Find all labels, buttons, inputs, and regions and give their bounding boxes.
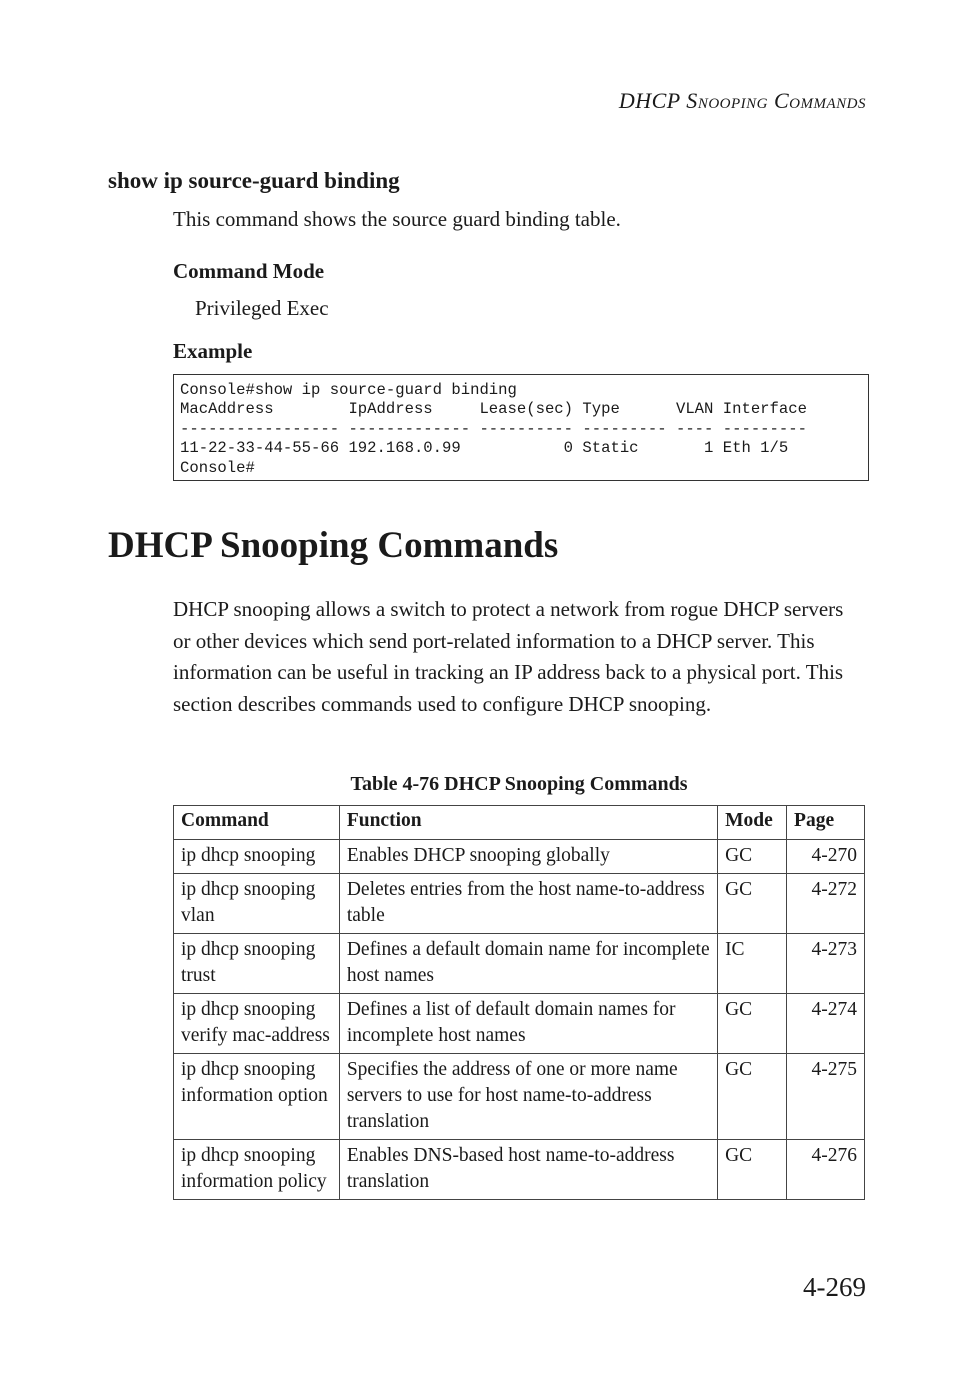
cell-command: ip dhcp snooping information policy: [174, 1140, 340, 1200]
section-title: DHCP Snooping Commands: [108, 525, 559, 566]
command-mode-heading: Command Mode: [173, 259, 325, 283]
commands-table: [173, 805, 865, 1200]
column-header-mode: Mode: [718, 806, 787, 840]
cell-mode: IC: [718, 934, 787, 994]
code-line: Console#show ip source-guard binding: [180, 381, 517, 399]
cell-mode: GC: [718, 840, 787, 874]
cell-function: Defines a default domain name for incomplete host names: [339, 934, 717, 994]
command-mode-value: Privileged Exec: [195, 296, 329, 320]
table-row: [174, 874, 865, 934]
section-intro: DHCP snooping allows a switch to protect a network from rogue DHCP servers or other devices which send port-related information to a DHCP server. This information can be useful in tracking an IP address back to a physical port. This section describes commands used to configure DHCP snooping.: [173, 597, 844, 716]
cell-function: Enables DHCP snooping globally: [339, 840, 717, 874]
example-heading: Example: [173, 339, 253, 363]
column-header-command: Command: [174, 806, 340, 840]
cell-page: 4-275: [787, 1054, 865, 1140]
cell-page: 4-274: [787, 994, 865, 1054]
cell-function: Defines a list of default domain names for incomplete host names: [339, 994, 717, 1054]
cell-page: 4-273: [787, 934, 865, 994]
cell-mode: GC: [718, 874, 787, 934]
cell-function: Enables DNS-based host name-to-address translation: [339, 1140, 717, 1200]
running-header-part: DHCP S: [618, 88, 698, 113]
cell-page: 4-272: [787, 874, 865, 934]
cell-function: Specifies the address of one or more name servers to use for host name-to-address translation: [339, 1054, 717, 1140]
command-description: This command shows the source guard binding table.: [173, 207, 621, 231]
table-header-row: [174, 806, 865, 840]
table-row: [174, 1140, 865, 1200]
column-header-function: Function: [339, 806, 717, 840]
cell-function: Deletes entries from the host name-to-address table: [339, 874, 717, 934]
cell-page: 4-270: [787, 840, 865, 874]
table-row: [174, 934, 865, 994]
cell-mode: GC: [718, 1054, 787, 1140]
table-row: [174, 1054, 865, 1140]
code-line: MacAddress IpAddress Lease(sec) Type VLAN Interface: [180, 400, 807, 419]
running-header: [619, 88, 866, 114]
running-header-part: OMMANDS: [789, 96, 866, 112]
table-row: [174, 994, 865, 1054]
cell-mode: GC: [718, 994, 787, 1054]
cell-command: ip dhcp snooping trust: [174, 934, 340, 994]
page-number: 4-269: [803, 1272, 866, 1302]
cell-command: ip dhcp snooping: [174, 840, 340, 874]
code-line: 11-22-33-44-55-66 192.168.0.99 0 Static 1 Eth 1/5: [180, 439, 789, 458]
running-header-part: NOOPING: [697, 96, 768, 112]
cell-command: ip dhcp snooping vlan: [174, 874, 340, 934]
table-caption: Table 4-76 DHCP Snooping Commands: [350, 773, 688, 795]
cell-mode: GC: [718, 1140, 787, 1200]
code-line: ----------------- ------------- ---------- --------- ---- ---------: [180, 419, 807, 438]
cell-page: 4-276: [787, 1140, 865, 1200]
code-example: [173, 374, 869, 481]
code-line: Console#: [180, 458, 255, 477]
running-header-part: C: [767, 88, 790, 113]
cell-command: ip dhcp snooping verify mac-address: [174, 994, 340, 1054]
table-row: [174, 840, 865, 874]
column-header-page: Page: [787, 806, 865, 840]
cell-command: ip dhcp snooping information option: [174, 1054, 340, 1140]
command-heading: show ip source-guard binding: [108, 168, 400, 193]
